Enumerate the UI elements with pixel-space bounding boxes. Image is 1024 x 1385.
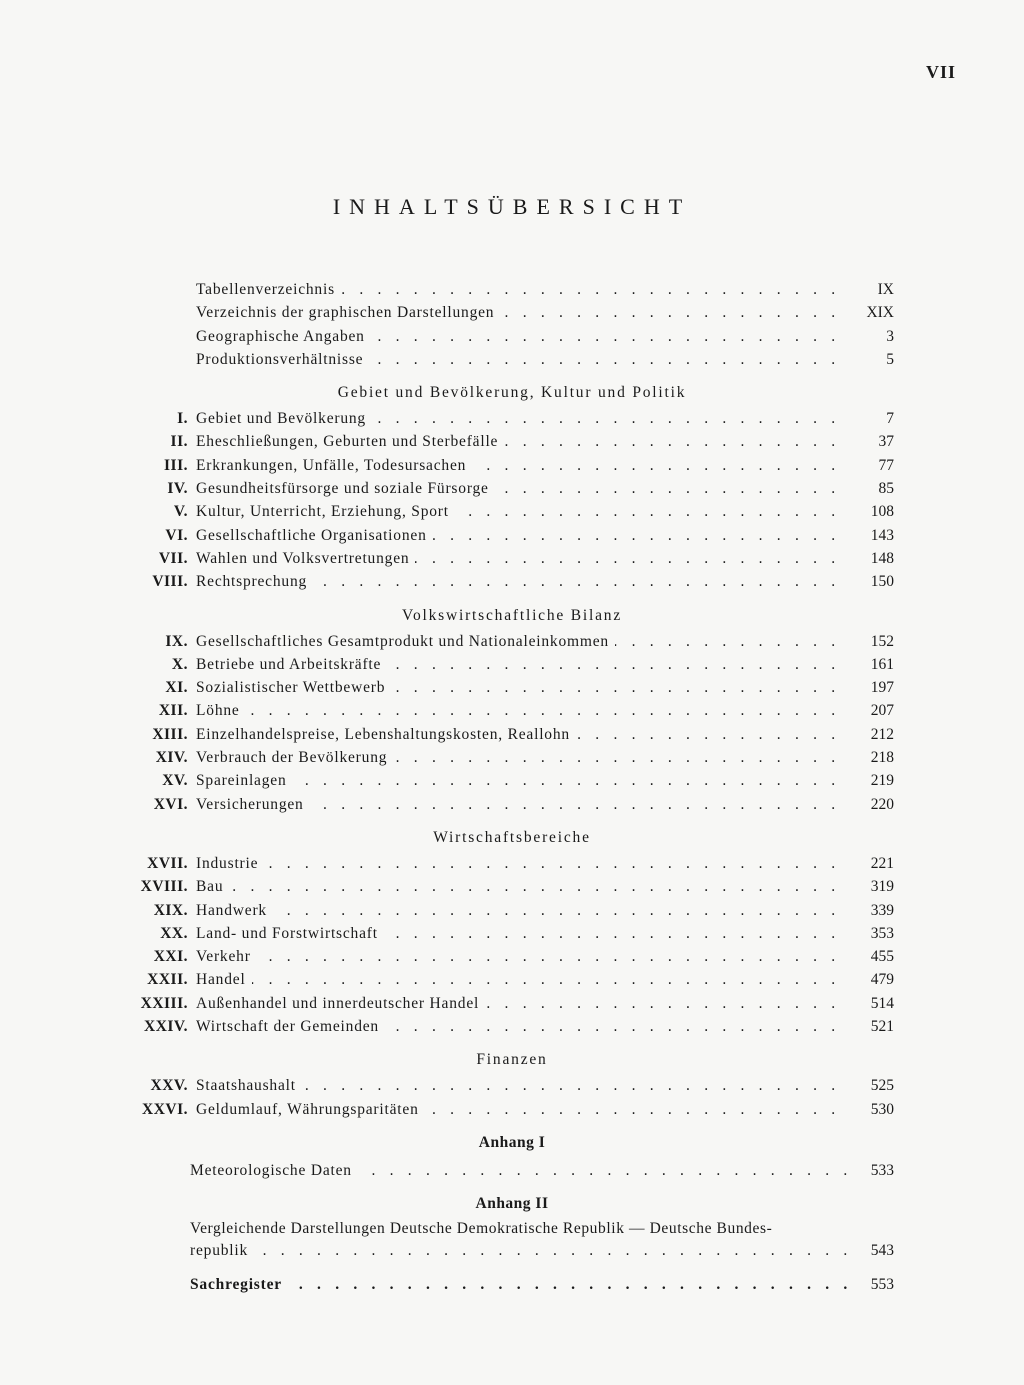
- toc-entry-page: 218: [870, 749, 894, 767]
- table-of-contents: [0, 278, 1024, 1296]
- toc-entry-page: 339: [870, 901, 894, 919]
- toc-entry-label: Handwerk: [196, 902, 273, 919]
- toc-entry-label: republik: [190, 1242, 254, 1259]
- toc-entry[interactable]: [0, 852, 1024, 875]
- toc-entry[interactable]: [0, 454, 1024, 477]
- section-heading: Finanzen: [476, 1051, 548, 1069]
- toc-entry-page: 530: [870, 1100, 894, 1118]
- toc-entry-page: 108: [870, 503, 894, 521]
- toc-entry-label: Versicherungen: [196, 796, 310, 813]
- toc-entry[interactable]: [0, 1074, 1024, 1097]
- toc-entry-number: III.: [164, 456, 188, 474]
- section-heading: Wirtschaftsbereiche: [433, 828, 591, 846]
- toc-entry-label: Land- und Forstwirtschaft: [196, 925, 384, 942]
- intro-list: [0, 278, 1024, 371]
- toc-entry-number: XVI.: [153, 795, 188, 813]
- toc-entry-label-line: Vergleichende Darstellungen Deutsche Demokratische Republik — Deutsche Bundes-: [190, 1220, 773, 1238]
- toc-entry-page: 148: [870, 549, 894, 567]
- toc-entry[interactable]: [0, 570, 1024, 593]
- toc-entry-label: Sachregister: [190, 1276, 288, 1293]
- toc-entry-label: Rechtsprechung: [196, 573, 313, 590]
- toc-entry[interactable]: [0, 968, 1024, 991]
- toc-entry-label: Kultur, Unterricht, Erziehung, Sport: [196, 503, 455, 520]
- toc-entry-label: Verzeichnis der graphischen Darstellungen: [196, 304, 500, 321]
- toc-entry[interactable]: [0, 653, 1024, 676]
- toc-entry-number: X.: [171, 655, 188, 673]
- toc-entry[interactable]: [0, 348, 1024, 371]
- section-list: [0, 630, 1024, 816]
- toc-entry-number: VIII.: [152, 573, 188, 591]
- toc-entry-number: IV.: [167, 480, 188, 498]
- toc-entry[interactable]: [0, 676, 1024, 699]
- toc-entry[interactable]: [0, 992, 1024, 1015]
- toc-entry[interactable]: [0, 875, 1024, 898]
- toc-entry-page: 197: [870, 679, 894, 697]
- toc-entry-label: Gebiet und Bevölkerung: [196, 410, 372, 427]
- toc-entry-number: XXIII.: [140, 994, 188, 1012]
- toc-entry-label: Spareinlagen: [196, 772, 293, 789]
- toc-entry-page: 143: [870, 526, 894, 544]
- toc-entry[interactable]: [0, 407, 1024, 430]
- toc-entry-page: 5: [886, 350, 894, 368]
- toc-entry-label: Verkehr: [196, 948, 257, 965]
- toc-entry-page: 521: [870, 1018, 894, 1036]
- toc-entry-label: Geographische Angaben: [196, 328, 371, 345]
- toc-entry[interactable]: [0, 945, 1024, 968]
- toc-entry-label: Einzelhandelspreise, Lebenshaltungskosten, Reallohn: [196, 726, 576, 743]
- toc-entry-page: 150: [870, 573, 894, 591]
- toc-entry[interactable]: [0, 769, 1024, 792]
- toc-entry[interactable]: [0, 899, 1024, 922]
- toc-entry-page: 533: [870, 1161, 894, 1179]
- toc-entry-page: 37: [878, 433, 894, 451]
- toc-entry-page: 543: [870, 1242, 894, 1260]
- toc-entry-label: Wirtschaft der Gemeinden: [196, 1018, 385, 1035]
- toc-entry-label: Gesundheitsfürsorge und soziale Fürsorge: [196, 480, 495, 497]
- toc-entry[interactable]: [0, 922, 1024, 945]
- section-list: [0, 1074, 1024, 1121]
- toc-entry-number: XXI.: [153, 948, 188, 966]
- toc-entry[interactable]: [0, 325, 1024, 348]
- toc-entry[interactable]: [0, 1015, 1024, 1038]
- toc-entry[interactable]: [0, 477, 1024, 500]
- toc-entry-page: 221: [870, 854, 894, 872]
- toc-entry-page: 7: [886, 410, 894, 428]
- toc-entry-page: 553: [870, 1275, 894, 1293]
- toc-entry-page: 220: [870, 795, 894, 813]
- toc-entry-label: Staatshaushalt: [196, 1077, 302, 1094]
- toc-entry-number: VII.: [158, 549, 188, 567]
- toc-entry-label: Gesellschaftliche Organisationen: [196, 527, 433, 544]
- toc-entry[interactable]: [0, 793, 1024, 816]
- appendix-heading: Anhang I: [478, 1133, 546, 1151]
- section-heading: Volkswirtschaftliche Bilanz: [401, 606, 623, 624]
- toc-entry-number: IX.: [165, 632, 188, 650]
- toc-entry[interactable]: [0, 1159, 1024, 1182]
- toc-entry-page: 77: [878, 456, 894, 474]
- toc-entry-label: Industrie: [196, 855, 264, 872]
- toc-entry-label: Gesellschaftliches Gesamtprodukt und Nationaleinkommen: [196, 633, 615, 650]
- page-title: INHALTSÜBERSICHT: [332, 194, 692, 219]
- toc-entry[interactable]: [0, 278, 1024, 301]
- toc-entry-number: XIV.: [155, 749, 188, 767]
- toc-entry-label: Eheschließungen, Geburten und Sterbefälle: [196, 433, 504, 450]
- toc-entry-label: Löhne: [196, 702, 246, 719]
- toc-entry-page: 353: [870, 924, 894, 942]
- appendix-heading: Anhang II: [475, 1195, 549, 1213]
- toc-entry-label: Meteorologische Daten: [190, 1162, 358, 1179]
- toc-entry[interactable]: [0, 746, 1024, 769]
- toc-entry-number: XV.: [162, 772, 188, 790]
- toc-entry-number: VI.: [165, 526, 188, 544]
- toc-entry-page: 3: [886, 327, 894, 345]
- section-list: [0, 407, 1024, 593]
- toc-entry-number: XII.: [158, 702, 188, 720]
- page-number: VII: [926, 62, 957, 82]
- toc-entry-page: 219: [870, 772, 894, 790]
- toc-entry[interactable]: [0, 1273, 1024, 1296]
- toc-entry-label: Tabellenverzeichnis: [196, 281, 341, 298]
- toc-entry-page: 212: [870, 725, 894, 743]
- toc-entry-page: 85: [878, 480, 894, 498]
- toc-entry-label: Handel: [196, 971, 252, 988]
- toc-entry-number: XX.: [160, 924, 188, 942]
- toc-entry[interactable]: [0, 524, 1024, 547]
- toc-entry-page: 525: [870, 1077, 894, 1095]
- toc-entry[interactable]: [0, 699, 1024, 722]
- toc-entry-number: XXIV.: [144, 1018, 188, 1036]
- toc-entry-page: 455: [870, 948, 894, 966]
- toc-entry-label: Wahlen und Volksvertretungen: [196, 550, 415, 567]
- section-heading: Gebiet und Bevölkerung, Kultur und Politik: [337, 384, 687, 402]
- toc-entry-page: 514: [870, 994, 894, 1012]
- toc-entry[interactable]: [0, 500, 1024, 523]
- toc-entry[interactable]: [0, 301, 1024, 324]
- section-list: [0, 852, 1024, 1038]
- toc-entry-label: Außenhandel und innerdeutscher Handel: [196, 995, 485, 1012]
- toc-entry-number: I.: [177, 410, 188, 428]
- toc-entry-number: XXVI.: [142, 1100, 188, 1118]
- toc-entry-number: XXII.: [147, 971, 188, 989]
- toc-entry-number: XI.: [165, 679, 188, 697]
- toc-entry[interactable]: [0, 1098, 1024, 1121]
- toc-entry-number: V.: [173, 503, 188, 521]
- toc-entry-label: Bau: [196, 878, 229, 895]
- toc-entry[interactable]: [0, 1239, 1024, 1262]
- toc-entry-label: Produktionsverhältnisse: [196, 351, 369, 368]
- toc-entry-number: XVII.: [147, 854, 188, 872]
- toc-entry-page: 161: [870, 655, 894, 673]
- toc-entry[interactable]: [0, 547, 1024, 570]
- toc-entry-label: Betriebe und Arbeitskräfte: [196, 656, 387, 673]
- toc-entry-page: 479: [870, 971, 894, 989]
- toc-entry-label: Erkrankungen, Unfälle, Todesursachen: [196, 457, 472, 474]
- toc-entry-page: 152: [870, 632, 894, 650]
- toc-entry-label: Verbrauch der Bevölkerung: [196, 749, 393, 766]
- toc-entry-label: Geldumlauf, Währungsparitäten: [196, 1101, 425, 1118]
- toc-entry-number: XIII.: [152, 725, 188, 743]
- toc-entry-page: XIX: [866, 304, 894, 322]
- toc-entry-number: XXV.: [150, 1077, 188, 1095]
- toc-entry-number: XVIII.: [140, 878, 188, 896]
- toc-entry-page: 207: [870, 702, 894, 720]
- toc-entry-page: IX: [877, 281, 894, 298]
- toc-entry-number: XIX.: [153, 901, 188, 919]
- toc-entry-page: 319: [870, 878, 894, 896]
- toc-entry-label: Sozialistischer Wettbewerb: [196, 679, 391, 696]
- toc-entry[interactable]: [0, 630, 1024, 653]
- toc-entry[interactable]: [0, 430, 1024, 453]
- toc-entry-number: II.: [170, 433, 188, 451]
- toc-entry[interactable]: [0, 723, 1024, 746]
